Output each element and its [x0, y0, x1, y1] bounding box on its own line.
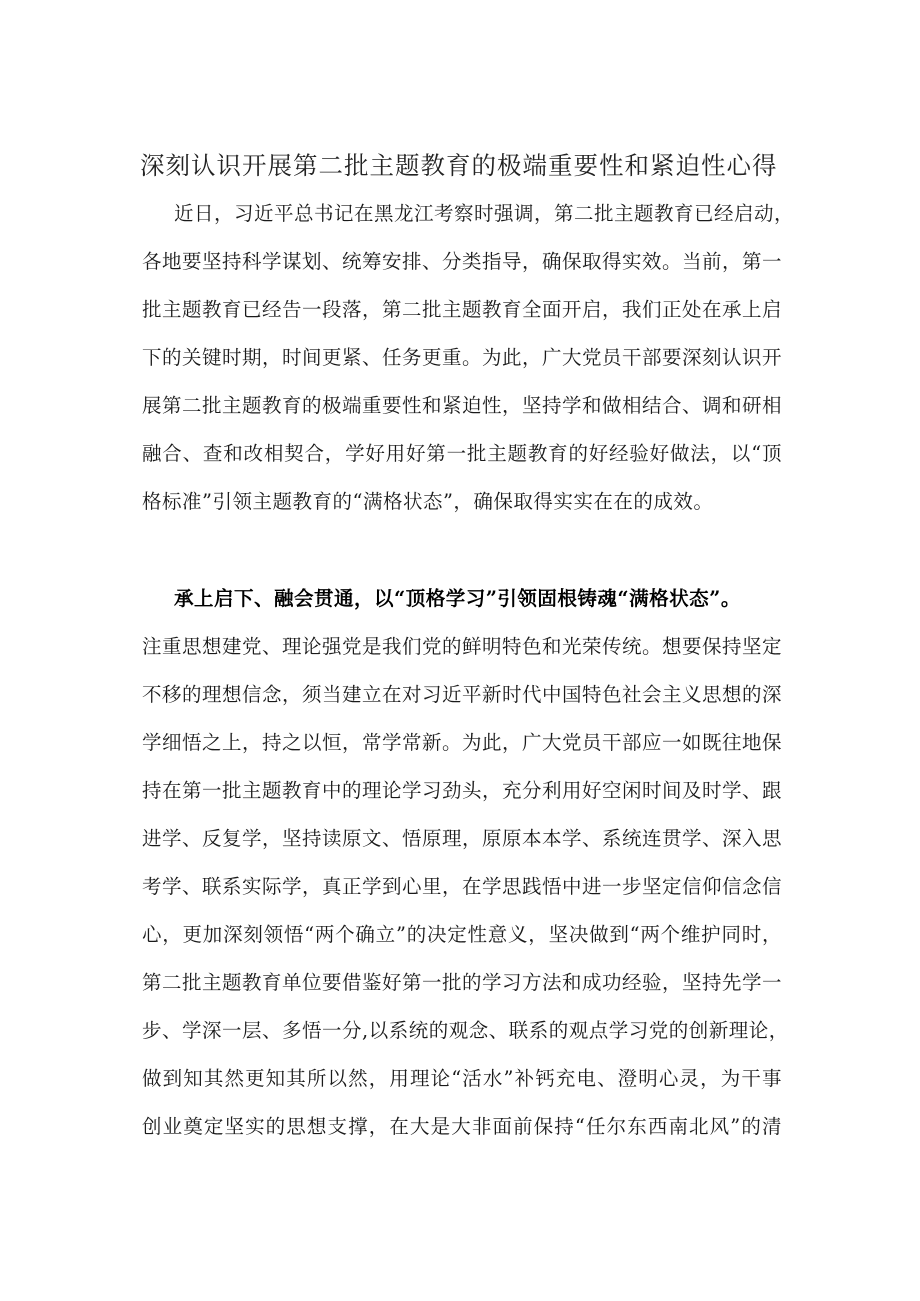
- paragraph-line: 步、学深一层、多悟一分,以系统的观念、联系的观点学习党的创新理论，: [142, 1019, 789, 1042]
- section-1: [142, 575, 789, 1151]
- paragraph-line: 学细悟之上，持之以恒，常学常新。为此，广大党员干部应一如既往地保: [142, 731, 783, 754]
- paragraph-line: 融合、查和改相契合，学好用好第一批主题教育的好经验好做法，以“顶: [142, 442, 782, 465]
- paragraph-line: 第二批主题教育单位要借鉴好第一批的学习方法和成功经验，坚持先学一: [142, 971, 783, 994]
- paragraph-line: 近日，习近平总书记在黑龙江考察时强调，第二批主题教育已经启动，: [174, 202, 795, 225]
- section-heading: 承上启下、融会贯通，以“顶格学习”引领固根铸魂“满格状态”。: [174, 587, 741, 610]
- paragraph-line: 考学、联系实际学，真正学到心里，在学思践悟中进一步坚定信仰信念信: [142, 875, 783, 898]
- paragraph-line: 批主题教育已经告一段落，第二批主题教育全面开启，我们正处在承上启: [142, 298, 783, 321]
- paragraph-line: 各地要坚持科学谋划、统筹安排、分类指导，确保取得实效。当前，第一: [142, 250, 783, 273]
- paragraph-line: 进学、反复学，坚持读原文、悟原理，原原本本学、系统连贯学、深入思: [142, 827, 783, 850]
- paragraph-line: 创业奠定坚实的思想支撑，在大是大非面前保持“任尔东西南北风”的清: [142, 1115, 782, 1138]
- paragraph-line: 注重思想建党、理论强党是我们党的鲜明特色和光荣传统。想要保持坚定: [142, 635, 783, 658]
- document-title: 深刻认识开展第二批主题教育的极端重要性和紧迫性心得: [140, 151, 778, 180]
- paragraph-line: 持在第一批主题教育中的理论学习劲头，充分利用好空闲时间及时学、跟: [142, 779, 783, 802]
- paragraph-line: 展第二批主题教育的极端重要性和紧迫性，坚持学和做相结合、调和研相: [142, 394, 783, 417]
- paragraph-line: 格标准”引领主题教育的“满格状态”，确保取得实实在在的成效。: [142, 490, 714, 513]
- intro-paragraph: [142, 190, 795, 526]
- paragraph-line: 不移的理想信念，须当建立在对习近平新时代中国特色社会主义思想的深: [142, 683, 783, 706]
- paragraph-line: 下的关键时期，时间更紧、任务更重。为此，广大党员干部要深刻认识开: [142, 346, 783, 369]
- paragraph-line: 做到知其然更知其所以然，用理论“活水”补钙充电、澄明心灵，为干事: [142, 1067, 782, 1090]
- paragraph-line: 心，更加深刻领悟“两个确立”的决定性意义，坚决做到“两个维护同时，: [142, 923, 782, 946]
